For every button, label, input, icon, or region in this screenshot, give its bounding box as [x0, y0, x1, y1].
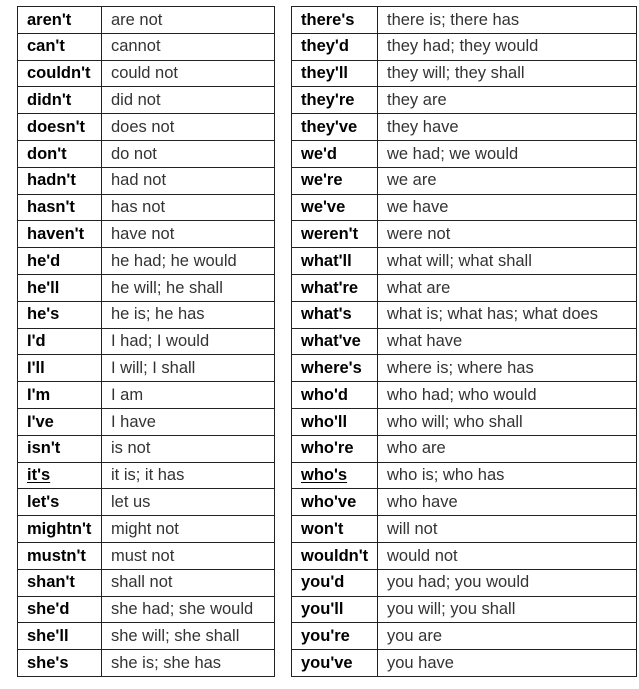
left-contraction-cell: doesn't	[18, 114, 102, 141]
table-row	[18, 542, 637, 569]
right-contraction-cell: we've	[292, 194, 378, 221]
table-row	[18, 462, 637, 489]
right-meaning-cell: where is; where has	[378, 355, 637, 382]
underlined-word: it's	[27, 466, 51, 485]
right-contraction-cell: weren't	[292, 221, 378, 248]
right-meaning-cell: we are	[378, 167, 637, 194]
table-row	[18, 623, 637, 650]
table-row	[18, 140, 637, 167]
right-meaning-cell: they have	[378, 114, 637, 141]
left-meaning-cell: I will; I shall	[102, 355, 275, 382]
underlined-word: who's	[301, 466, 348, 485]
column-gap	[275, 596, 292, 623]
right-meaning-cell: we had; we would	[378, 140, 637, 167]
right-meaning-cell: will not	[378, 516, 637, 543]
column-gap	[275, 435, 292, 462]
right-meaning-cell: who have	[378, 489, 637, 516]
table-row	[18, 301, 637, 328]
table-row	[18, 650, 637, 677]
right-meaning-cell: there is; there has	[378, 7, 637, 34]
column-gap	[275, 274, 292, 301]
left-meaning-cell: do not	[102, 140, 275, 167]
right-contraction-cell: who've	[292, 489, 378, 516]
left-meaning-cell: is not	[102, 435, 275, 462]
left-contraction-cell: aren't	[18, 7, 102, 34]
left-contraction-cell: I've	[18, 408, 102, 435]
right-meaning-cell: what is; what has; what does	[378, 301, 637, 328]
column-gap	[275, 194, 292, 221]
table-row	[18, 596, 637, 623]
right-meaning-cell: who is; who has	[378, 462, 637, 489]
right-contraction-cell: you've	[292, 650, 378, 677]
left-meaning-cell: she had; she would	[102, 596, 275, 623]
column-gap	[275, 140, 292, 167]
left-meaning-cell: she will; she shall	[102, 623, 275, 650]
column-gap	[275, 221, 292, 248]
right-meaning-cell: were not	[378, 221, 637, 248]
left-contraction-cell: hadn't	[18, 167, 102, 194]
right-contraction-cell: what's	[292, 301, 378, 328]
right-contraction-cell: you'd	[292, 569, 378, 596]
left-meaning-cell: had not	[102, 167, 275, 194]
left-meaning-cell: has not	[102, 194, 275, 221]
left-meaning-cell: might not	[102, 516, 275, 543]
left-contraction-cell: hasn't	[18, 194, 102, 221]
right-contraction-cell: we're	[292, 167, 378, 194]
right-contraction-cell: wouldn't	[292, 542, 378, 569]
left-meaning-cell: he is; he has	[102, 301, 275, 328]
column-gap	[275, 516, 292, 543]
left-meaning-cell: have not	[102, 221, 275, 248]
left-contraction-cell: he's	[18, 301, 102, 328]
right-contraction-cell: you'll	[292, 596, 378, 623]
column-gap	[275, 382, 292, 409]
left-contraction-cell: don't	[18, 140, 102, 167]
right-contraction-cell: what'll	[292, 248, 378, 275]
left-contraction-cell: she'll	[18, 623, 102, 650]
table-row	[18, 194, 637, 221]
right-meaning-cell: what will; what shall	[378, 248, 637, 275]
left-meaning-cell: I am	[102, 382, 275, 409]
right-contraction-cell: you're	[292, 623, 378, 650]
right-contraction-cell: who'd	[292, 382, 378, 409]
left-contraction-cell: I'm	[18, 382, 102, 409]
right-contraction-cell: there's	[292, 7, 378, 34]
right-contraction-cell: who'll	[292, 408, 378, 435]
right-contraction-cell: they'd	[292, 33, 378, 60]
column-gap	[275, 328, 292, 355]
table-row	[18, 516, 637, 543]
table-row	[18, 7, 637, 34]
left-contraction-cell: he'll	[18, 274, 102, 301]
left-meaning-cell: she is; she has	[102, 650, 275, 677]
right-contraction-cell: where's	[292, 355, 378, 382]
left-contraction-cell: mightn't	[18, 516, 102, 543]
left-meaning-cell: did not	[102, 87, 275, 114]
column-gap	[275, 408, 292, 435]
left-contraction-cell: she'd	[18, 596, 102, 623]
right-contraction-cell: what're	[292, 274, 378, 301]
table-row	[18, 274, 637, 301]
column-gap	[275, 462, 292, 489]
left-meaning-cell: must not	[102, 542, 275, 569]
right-meaning-cell: who are	[378, 435, 637, 462]
table-row	[18, 355, 637, 382]
left-meaning-cell: are not	[102, 7, 275, 34]
right-meaning-cell: would not	[378, 542, 637, 569]
right-contraction-cell: what've	[292, 328, 378, 355]
right-meaning-cell: you will; you shall	[378, 596, 637, 623]
column-gap	[275, 542, 292, 569]
column-gap	[275, 248, 292, 275]
column-gap	[275, 167, 292, 194]
column-gap	[275, 114, 292, 141]
column-gap	[275, 623, 292, 650]
left-contraction-cell: I'd	[18, 328, 102, 355]
left-contraction-cell: isn't	[18, 435, 102, 462]
table-row	[18, 87, 637, 114]
column-gap	[275, 7, 292, 34]
table-row	[18, 382, 637, 409]
left-contraction-cell	[18, 462, 102, 489]
right-contraction-cell	[292, 462, 378, 489]
table-row	[18, 33, 637, 60]
column-gap	[275, 301, 292, 328]
column-gap	[275, 87, 292, 114]
column-gap	[275, 33, 292, 60]
table-row	[18, 435, 637, 462]
contractions-table	[17, 6, 637, 677]
contractions-table-body	[18, 7, 637, 677]
table-row	[18, 60, 637, 87]
right-meaning-cell: what have	[378, 328, 637, 355]
left-meaning-cell: does not	[102, 114, 275, 141]
left-contraction-cell: can't	[18, 33, 102, 60]
right-contraction-cell: won't	[292, 516, 378, 543]
left-contraction-cell: she's	[18, 650, 102, 677]
table-row	[18, 248, 637, 275]
left-contraction-cell: couldn't	[18, 60, 102, 87]
left-contraction-cell: shan't	[18, 569, 102, 596]
table-row	[18, 221, 637, 248]
right-meaning-cell: they will; they shall	[378, 60, 637, 87]
right-contraction-cell: they're	[292, 87, 378, 114]
left-meaning-cell: I had; I would	[102, 328, 275, 355]
left-contraction-cell: he'd	[18, 248, 102, 275]
table-row	[18, 408, 637, 435]
right-meaning-cell: you have	[378, 650, 637, 677]
left-contraction-cell: mustn't	[18, 542, 102, 569]
left-meaning-cell: let us	[102, 489, 275, 516]
column-gap	[275, 489, 292, 516]
left-contraction-cell: let's	[18, 489, 102, 516]
column-gap	[275, 569, 292, 596]
table-row	[18, 489, 637, 516]
table-row	[18, 569, 637, 596]
right-meaning-cell: you are	[378, 623, 637, 650]
left-meaning-cell: I have	[102, 408, 275, 435]
right-meaning-cell: you had; you would	[378, 569, 637, 596]
left-meaning-cell: shall not	[102, 569, 275, 596]
column-gap	[275, 650, 292, 677]
table-row	[18, 167, 637, 194]
column-gap	[275, 60, 292, 87]
left-meaning-cell: he will; he shall	[102, 274, 275, 301]
left-meaning-cell: it is; it has	[102, 462, 275, 489]
right-meaning-cell: they are	[378, 87, 637, 114]
table-row	[18, 328, 637, 355]
left-meaning-cell: he had; he would	[102, 248, 275, 275]
right-meaning-cell: who had; who would	[378, 382, 637, 409]
column-gap	[275, 355, 292, 382]
right-contraction-cell: who're	[292, 435, 378, 462]
right-contraction-cell: we'd	[292, 140, 378, 167]
right-contraction-cell: they'll	[292, 60, 378, 87]
right-contraction-cell: they've	[292, 114, 378, 141]
left-contraction-cell: I'll	[18, 355, 102, 382]
right-meaning-cell: what are	[378, 274, 637, 301]
right-meaning-cell: they had; they would	[378, 33, 637, 60]
right-meaning-cell: we have	[378, 194, 637, 221]
right-meaning-cell: who will; who shall	[378, 408, 637, 435]
left-meaning-cell: could not	[102, 60, 275, 87]
table-row	[18, 114, 637, 141]
left-contraction-cell: haven't	[18, 221, 102, 248]
left-meaning-cell: cannot	[102, 33, 275, 60]
left-contraction-cell: didn't	[18, 87, 102, 114]
